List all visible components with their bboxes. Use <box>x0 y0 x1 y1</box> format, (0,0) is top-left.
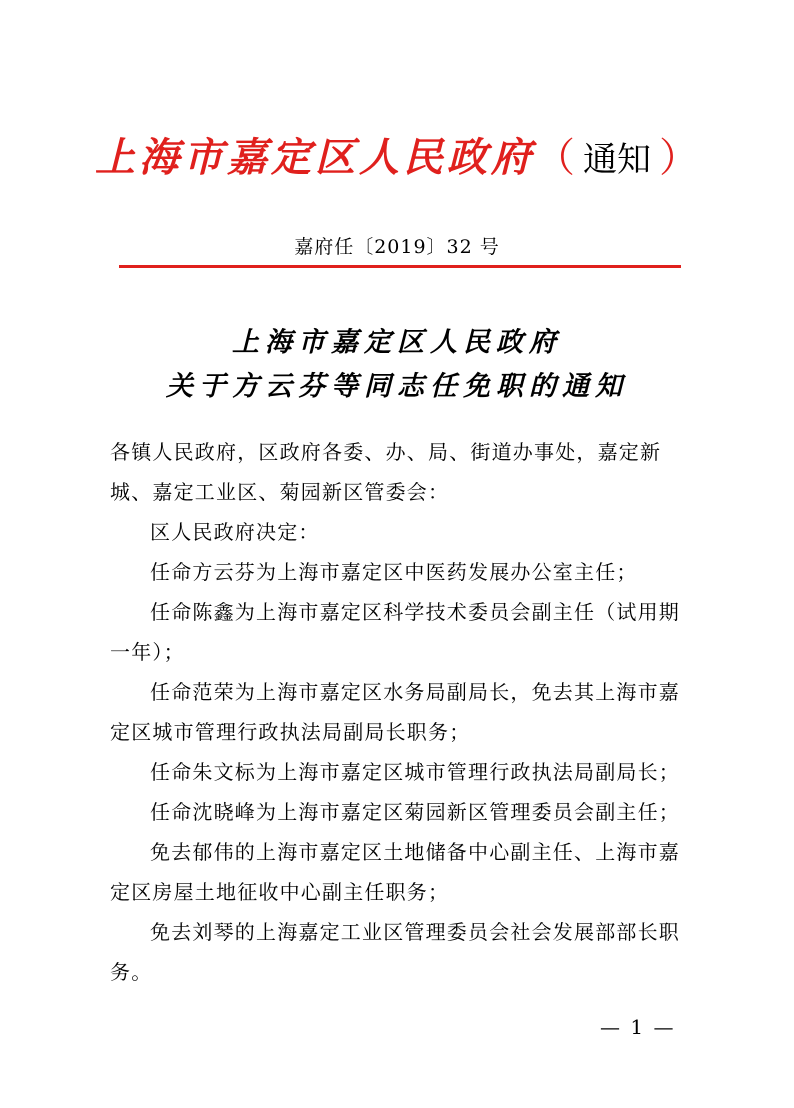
close-parenthesis: ） <box>659 135 699 181</box>
paragraph: 任命范荣为上海市嘉定区水务局副局长，免去其上海市嘉定区城市管理行政执法局副局长职务； <box>110 680 680 744</box>
paragraph: 区人民政府决定： <box>150 520 320 544</box>
title-line-1: 上海市嘉定区人民政府 <box>232 327 562 358</box>
issuing-organization: 上海市嘉定区人民政府 <box>95 134 535 181</box>
document-number: 嘉府任〔2019〕32 号 <box>294 236 500 258</box>
paragraph: 免去郁伟的上海市嘉定区土地储备中心副主任、上海市嘉定区房屋土地征收中心副主任职务； <box>110 840 680 904</box>
page-number: — 1 — <box>600 1015 676 1039</box>
document-body <box>110 432 700 992</box>
document-header <box>0 128 794 196</box>
title-line-2: 关于方云芬等同志任免职的通知 <box>166 371 628 402</box>
document-kind: 通知 <box>583 140 651 180</box>
paragraph: 任命朱文标为上海市嘉定区城市管理行政执法局副局长； <box>150 760 680 784</box>
paragraph: 任命方云芬为上海市嘉定区中医药发展办公室主任； <box>150 560 638 584</box>
recipients: 各镇人民政府，区政府各委、办、局、街道办事处，嘉定新城、嘉定工业区、菊园新区管委会： <box>110 440 662 504</box>
paragraph: 免去刘琴的上海嘉定工业区管理委员会社会发展部部长职务。 <box>110 920 680 984</box>
paragraph: 任命陈鑫为上海市嘉定区科学技术委员会副主任（试用期一年）； <box>110 600 680 664</box>
paragraph: 任命沈晓峰为上海市嘉定区菊园新区管理委员会副主任； <box>150 800 680 824</box>
open-parenthesis: （ <box>535 135 575 181</box>
red-divider-line <box>119 265 681 268</box>
